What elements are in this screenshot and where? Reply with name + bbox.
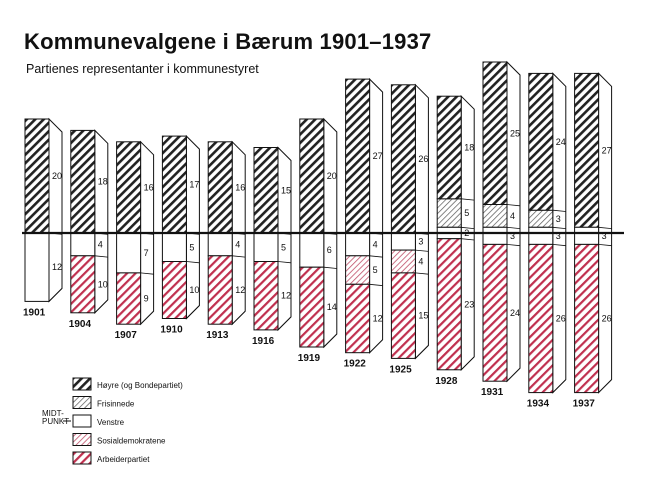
- bar-segment-1934-series-2: [529, 227, 553, 244]
- value-label-1931-series-2: 3: [510, 230, 516, 241]
- value-label-1934-series-2: 3: [555, 230, 561, 241]
- value-label-1919-series-0: 20: [326, 171, 337, 181]
- bar-side-1931: [507, 62, 520, 381]
- value-label-1907-series-2: 7: [143, 247, 149, 258]
- value-label-1925-series-0: 26: [418, 153, 429, 164]
- midpoint-label-line1: MIDT-: [42, 409, 64, 418]
- value-label-1931-series-0: 25: [510, 128, 521, 139]
- bar-segment-1934-series-1: [529, 210, 553, 227]
- value-label-1913-series-2: 4: [235, 239, 241, 250]
- bar-segment-1928-series-4: [437, 239, 461, 370]
- bar-segment-1916-series-2: [254, 233, 278, 262]
- legend-label-3: Sosialdemokratene: [97, 436, 166, 446]
- year-label-1907: 1907: [114, 330, 137, 342]
- bar-segment-1910-series-4: [162, 262, 186, 319]
- bar-segment-1913-series-2: [208, 233, 232, 256]
- bars-layer: [25, 62, 612, 393]
- bar-segment-1919-series-0: [300, 119, 324, 233]
- legend-swatch-4: [73, 452, 91, 464]
- value-label-1907-series-0: 16: [143, 182, 154, 193]
- bar-segment-1934-series-0: [529, 73, 553, 210]
- bar-segment-1901-series-2: [25, 233, 49, 301]
- value-label-1913-series-4: 12: [235, 285, 246, 295]
- year-label-1931: 1931: [481, 387, 504, 399]
- year-label-1928: 1928: [435, 375, 458, 387]
- value-label-1922-series-4: 12: [372, 313, 383, 324]
- value-label-1928-series-2: 2: [464, 228, 470, 238]
- bar-segment-1910-series-2: [162, 233, 186, 262]
- bar-segment-1916-series-0: [254, 148, 278, 234]
- bar-side-1901: [49, 119, 62, 301]
- value-label-1931-series-1: 4: [510, 210, 516, 221]
- bar-segment-1913-series-4: [208, 256, 232, 324]
- legend-label-4: Arbeiderpartiet: [97, 455, 150, 464]
- value-label-1925-series-3: 4: [418, 256, 424, 267]
- value-label-1931-series-4: 24: [510, 307, 521, 318]
- value-label-1925-series-2: 3: [418, 236, 424, 247]
- value-label-1928-series-4: 23: [464, 299, 475, 310]
- chart-title: Kommunevalgene i Bærum 1901–1937: [24, 29, 432, 54]
- value-label-1910-series-4: 10: [189, 285, 200, 295]
- bar-segment-1904-series-4: [71, 256, 95, 313]
- bar-segment-1904-series-0: [71, 130, 95, 233]
- bar-segment-1907-series-4: [117, 273, 141, 324]
- bar-segment-1925-series-2: [391, 233, 415, 250]
- value-label-1934-series-0: 24: [555, 136, 566, 147]
- chart-subtitle: Partienes representanter i kommunestyret: [26, 62, 259, 76]
- value-label-1922-series-2: 4: [372, 239, 378, 250]
- value-label-1904-series-2: 4: [97, 239, 103, 250]
- value-label-1937-series-4: 26: [601, 313, 612, 324]
- year-label-1904: 1904: [68, 318, 92, 330]
- value-label-1934-series-1: 3: [555, 213, 561, 224]
- bar-segment-1928-series-1: [437, 199, 461, 228]
- bar-segment-1931-series-1: [483, 205, 507, 228]
- year-label-1934: 1934: [526, 398, 550, 410]
- value-label-1916-series-2: 5: [281, 242, 287, 253]
- value-label-1904-series-4: 10: [97, 279, 108, 290]
- value-label-1937-series-0: 27: [601, 145, 612, 156]
- value-label-1910-series-0: 17: [189, 179, 200, 190]
- bar-segment-1907-series-2: [117, 233, 141, 273]
- value-label-1904-series-0: 18: [97, 176, 108, 187]
- value-label-1922-series-3: 5: [372, 265, 378, 276]
- value-label-1922-series-0: 27: [372, 151, 383, 162]
- bar-segment-1919-series-2: [300, 233, 324, 267]
- year-label-1925: 1925: [389, 364, 412, 376]
- bar-segment-1928-series-0: [437, 96, 461, 199]
- legend-label-0: Høyre (og Bondepartiet): [97, 381, 183, 390]
- bar-segment-1937-series-0: [575, 73, 599, 227]
- value-label-1916-series-0: 15: [281, 185, 292, 196]
- year-label-1901: 1901: [23, 307, 46, 319]
- legend-swatch-2: [73, 415, 91, 427]
- value-label-1907-series-4: 9: [143, 293, 149, 304]
- bar-segment-1910-series-0: [162, 136, 186, 233]
- bar-segment-1919-series-4: [300, 267, 324, 347]
- year-label-1919: 1919: [297, 353, 321, 364]
- bar-segment-1922-series-2: [346, 233, 370, 256]
- legend-label-1: Frisinnede: [97, 399, 135, 409]
- value-label-1937-series-2: 3: [601, 230, 607, 241]
- bar-segment-1937-series-2: [575, 227, 599, 244]
- value-label-1919-series-2: 6: [326, 245, 332, 256]
- bar-segment-1934-series-4: [529, 244, 553, 392]
- value-label-1916-series-4: 12: [281, 290, 292, 301]
- legend: [42, 378, 183, 464]
- bar-segment-1925-series-4: [391, 273, 415, 359]
- midpoint-label-line2: PUNKT: [42, 417, 70, 426]
- bar-segment-1922-series-4: [346, 284, 370, 352]
- legend-swatch-0: [73, 378, 91, 390]
- bar-segment-1937-series-4: [575, 244, 599, 392]
- bar-side-1922: [370, 79, 383, 353]
- bar-segment-1901-series-0: [25, 119, 49, 233]
- bar-side-1916: [278, 148, 291, 330]
- value-label-1901-series-0: 20: [52, 171, 63, 181]
- year-label-1913: 1913: [206, 330, 229, 342]
- bar-segment-1922-series-3: [346, 256, 370, 284]
- bar-segment-1931-series-0: [483, 62, 507, 205]
- year-label-1922: 1922: [343, 358, 366, 370]
- value-label-1928-series-0: 18: [464, 142, 475, 153]
- bar-segment-1931-series-4: [483, 244, 507, 381]
- value-label-1925-series-4: 15: [418, 310, 429, 321]
- bar-segment-1922-series-0: [346, 79, 370, 233]
- value-label-1928-series-1: 5: [464, 208, 470, 219]
- value-label-1934-series-4: 26: [555, 313, 566, 324]
- bar-segment-1925-series-0: [391, 85, 415, 233]
- value-label-1919-series-4: 14: [326, 302, 337, 313]
- legend-swatch-3: [73, 434, 91, 446]
- year-label-1910: 1910: [160, 324, 183, 336]
- bar-segment-1931-series-2: [483, 227, 507, 244]
- value-label-1901-series-2: 12: [52, 262, 63, 273]
- value-label-1913-series-0: 16: [235, 182, 246, 193]
- year-label-1937: 1937: [572, 398, 595, 410]
- bar-segment-1904-series-2: [71, 233, 95, 256]
- bar-segment-1907-series-0: [117, 142, 141, 233]
- bar-segment-1925-series-3: [391, 250, 415, 273]
- bar-segment-1913-series-0: [208, 142, 232, 233]
- legend-swatch-1: [73, 397, 91, 409]
- value-label-1910-series-2: 5: [189, 242, 195, 253]
- bar-segment-1916-series-4: [254, 262, 278, 330]
- year-label-1916: 1916: [252, 335, 275, 347]
- legend-label-2: Venstre: [97, 418, 125, 427]
